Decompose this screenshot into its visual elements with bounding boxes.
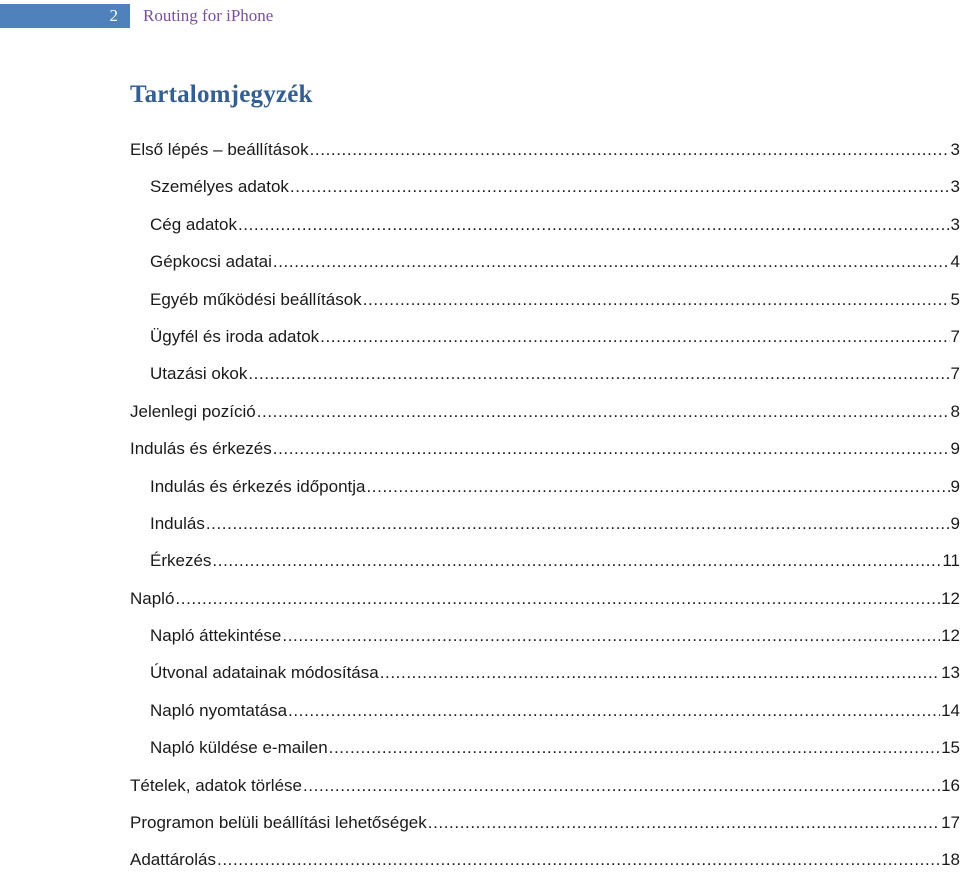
toc-entry-title: Jelenlegi pozíció [130, 401, 256, 421]
toc-heading: Tartalomjegyzék [130, 81, 313, 108]
toc-entry-page: 3 [950, 214, 960, 234]
toc-entry-title: Gépkocsi adatai [150, 252, 272, 272]
toc-entry-title: Adattárolás [130, 850, 216, 870]
toc-dot-leader [248, 355, 949, 392]
toc-entry[interactable] [130, 355, 960, 392]
toc-entry[interactable] [130, 281, 960, 318]
toc-dot-leader [273, 430, 950, 467]
toc-entry-title: Indulás [150, 513, 205, 533]
toc-entry-title: Napló [130, 588, 175, 608]
toc-entry-title: Első lépés – beállítások [130, 140, 309, 159]
toc-entry[interactable] [130, 729, 960, 766]
toc-entry[interactable] [130, 430, 960, 467]
toc-dot-leader [212, 542, 941, 579]
toc-entry-page: 16 [941, 775, 960, 795]
toc-entry[interactable] [130, 654, 960, 691]
toc-entry[interactable] [130, 206, 960, 243]
toc-entry-page: 12 [941, 626, 960, 646]
toc-entry-page: 15 [941, 738, 960, 758]
page-header [0, 4, 960, 28]
toc-entry-title: Ügyfél és iroda adatok [150, 326, 320, 346]
toc-entry[interactable] [130, 318, 960, 355]
toc-entry-title: Indulás és érkezés időpontja [150, 476, 366, 496]
toc-entry[interactable] [130, 804, 960, 841]
toc-entry-page: 18 [941, 850, 960, 870]
toc-dot-leader [288, 692, 940, 729]
toc-dot-leader [310, 131, 950, 168]
toc-entry-page: 9 [950, 439, 960, 459]
toc-dot-leader [282, 617, 940, 654]
toc-entry[interactable] [130, 767, 960, 804]
page-number: 2 [0, 4, 130, 28]
toc-entry-title: Tételek, adatok törlése [130, 775, 302, 795]
toc-entry-page: 4 [950, 252, 960, 272]
toc-entry-title: Cég adatok [150, 214, 237, 234]
toc-entry[interactable] [130, 393, 960, 430]
toc-dot-leader [206, 505, 950, 542]
toc-entry-page: 9 [950, 513, 960, 533]
toc-dot-leader [217, 841, 940, 878]
toc-dot-leader [320, 318, 949, 355]
toc-entry-page: 3 [950, 140, 960, 159]
toc-entry-title: Napló küldése e-mailen [150, 738, 328, 758]
table-of-contents [130, 131, 960, 879]
toc-entry[interactable] [130, 542, 960, 579]
toc-entry-title: Utazási okok [150, 364, 248, 384]
toc-entry-page: 9 [950, 476, 960, 496]
toc-entry[interactable] [130, 468, 960, 505]
toc-entry-page: 7 [950, 364, 960, 384]
toc-entry[interactable] [130, 617, 960, 654]
toc-entry[interactable] [130, 168, 960, 205]
toc-entry-title: Személyes adatok [150, 177, 289, 197]
toc-entry[interactable] [130, 243, 960, 280]
toc-entry-title: Indulás és érkezés [130, 439, 272, 459]
toc-entry[interactable] [130, 692, 960, 729]
toc-entry-page: 7 [950, 326, 960, 346]
toc-entry-title: Napló áttekintése [150, 626, 282, 646]
toc-dot-leader [175, 580, 940, 617]
toc-entry[interactable] [130, 131, 960, 168]
toc-entry-title: Egyéb működési beállítások [150, 289, 362, 309]
toc-dot-leader [303, 767, 940, 804]
toc-entry-title: Útvonal adatainak módosítása [150, 663, 379, 683]
toc-dot-leader [273, 243, 950, 280]
toc-dot-leader [380, 654, 940, 691]
toc-entry[interactable] [130, 580, 960, 617]
toc-entry-page: 17 [941, 813, 960, 833]
toc-dot-leader [238, 206, 950, 243]
toc-entry-page: 11 [942, 551, 960, 571]
toc-dot-leader [290, 168, 950, 205]
toc-dot-leader [366, 468, 949, 505]
toc-entry-page: 13 [941, 663, 960, 683]
toc-entry-title: Napló nyomtatása [150, 700, 288, 720]
toc-dot-leader [329, 729, 940, 766]
toc-entry[interactable] [130, 505, 960, 542]
toc-entry-title: Programon belüli beállítási lehetőségek [130, 813, 427, 833]
toc-entry-page: 12 [941, 588, 960, 608]
toc-dot-leader [363, 281, 950, 318]
toc-entry-title: Érkezés [150, 551, 212, 571]
toc-entry-page: 5 [950, 289, 960, 309]
toc-entry[interactable] [130, 841, 960, 878]
toc-entry-page: 3 [950, 177, 960, 197]
toc-dot-leader [257, 393, 950, 430]
toc-entry-page: 14 [941, 700, 960, 720]
running-title: Routing for iPhone [143, 6, 274, 25]
toc-entry-page: 8 [950, 401, 960, 421]
toc-dot-leader [428, 804, 940, 841]
